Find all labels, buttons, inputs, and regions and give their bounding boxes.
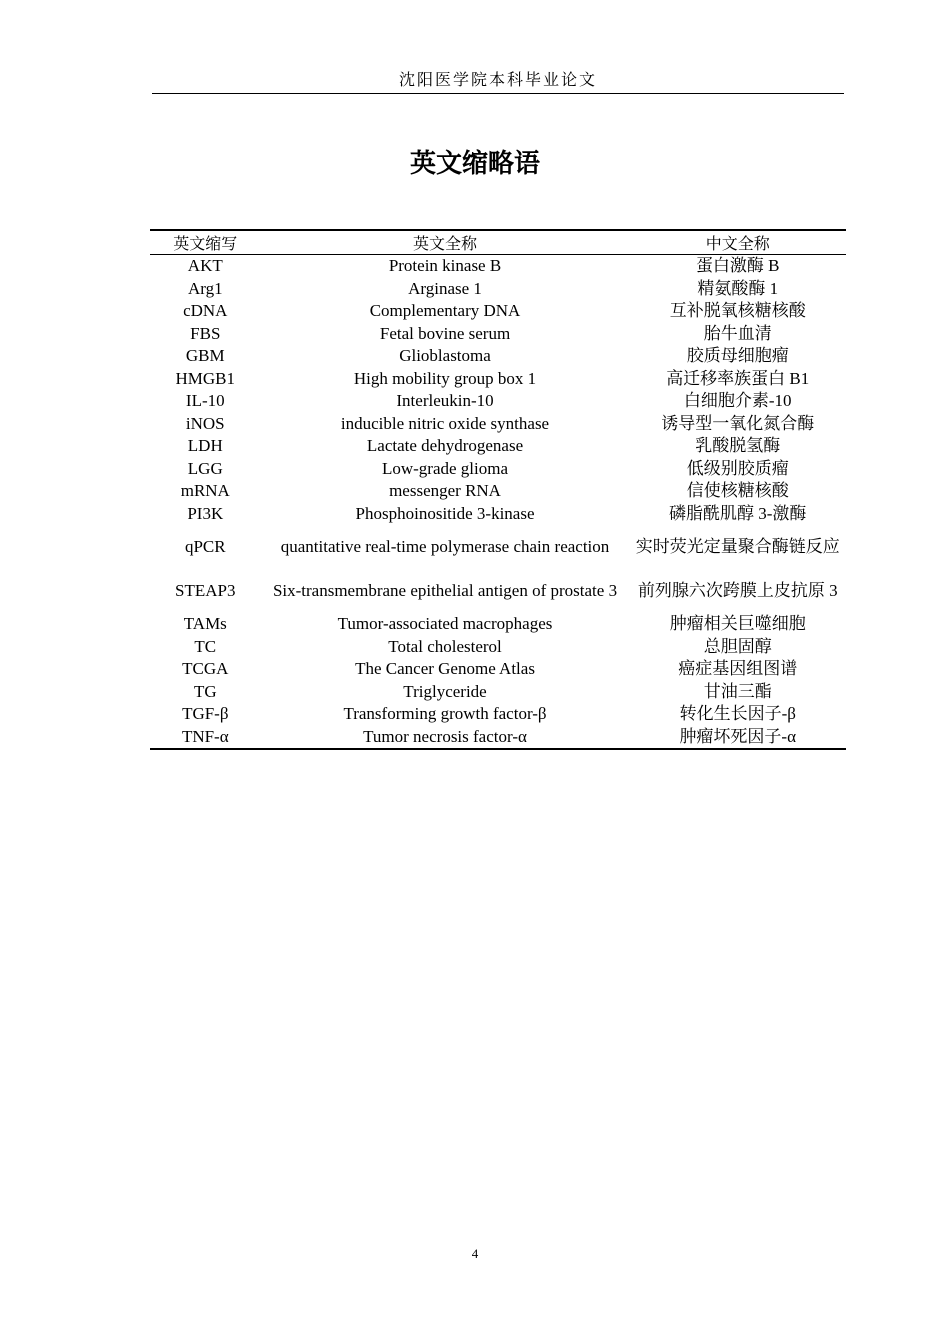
- chinese-name-cell: 高迁移率族蛋白 B1: [666, 368, 810, 388]
- english-name-cell: Triglyceride: [403, 681, 487, 701]
- table-row: [150, 278, 846, 301]
- chinese-name-cell: 低级别胶质瘤: [686, 458, 789, 478]
- table-header-row: [150, 230, 846, 255]
- abbreviation-cell: TC: [194, 636, 217, 656]
- english-name-cell: Interleukin-10: [396, 391, 494, 411]
- page-title: 英文缩略语: [409, 149, 540, 179]
- english-name-cell: Transforming growth factor-β: [343, 704, 547, 724]
- abbreviation-cell: TG: [193, 681, 217, 701]
- english-name-cell: Total cholesterol: [388, 636, 502, 656]
- english-name-cell: Tumor necrosis factor-α: [261, 726, 630, 750]
- abbreviation-cell: TAMs: [183, 614, 227, 634]
- chinese-name-cell: 前列腺六次跨膜上皮抗原 3: [637, 581, 838, 600]
- abbreviation-cell: PI3K: [187, 503, 224, 523]
- table-row: [150, 480, 846, 503]
- english-name-cell: Six-transmembrane epithelial antigen of prostate 3: [272, 581, 618, 600]
- english-name-cell: Tumor-associated macrophages: [337, 614, 553, 634]
- chinese-name-cell: 甘油三酯: [703, 681, 772, 701]
- abbreviation-cell: TGF-β: [182, 704, 229, 724]
- column-header-chinese-full-name: 中文全称: [629, 230, 846, 255]
- english-name-cell: The Cancer Genome Atlas: [355, 659, 535, 679]
- abbreviation-cell: qPCR: [184, 537, 226, 556]
- english-name-cell: quantitative real-time polymerase chain reaction: [280, 537, 610, 556]
- table-header: [150, 230, 846, 255]
- chinese-name-cell: 总胆固醇: [703, 636, 772, 656]
- english-name-cell: Phosphoinositide 3-kinase: [355, 503, 535, 523]
- column-header-abbreviation: 英文缩写: [150, 230, 261, 255]
- abbreviation-cell: iNOS: [185, 413, 225, 433]
- header-rule: [152, 93, 844, 94]
- chinese-name-cell: 癌症基因组图谱: [678, 659, 798, 679]
- english-name-cell: Lactate dehydrogenase: [366, 436, 524, 456]
- table-row: [150, 726, 846, 750]
- table-row: [150, 636, 846, 659]
- table-row: [150, 345, 846, 368]
- english-name-cell: High mobility group box 1: [353, 368, 537, 388]
- table-row: [150, 368, 846, 391]
- chinese-name-cell: 实时荧光定量聚合酶链反应: [635, 537, 840, 556]
- table-row: [150, 255, 846, 278]
- table-row: [150, 525, 846, 569]
- table-row: [150, 300, 846, 323]
- english-name-cell: Low-grade glioma: [381, 458, 509, 478]
- english-name-cell: inducible nitric oxide synthase: [340, 413, 550, 433]
- chinese-name-cell: 肿瘤坏死因子-α: [629, 726, 846, 750]
- chinese-name-cell: 转化生长因子-β: [679, 704, 796, 724]
- table-row: [150, 458, 846, 481]
- table-row: [150, 569, 846, 613]
- column-header-english-full-name: 英文全称: [261, 230, 630, 255]
- abbreviation-cell: mRNA: [180, 481, 230, 501]
- table-row: [150, 703, 846, 726]
- abbreviation-cell: LGG: [187, 458, 223, 478]
- chinese-name-cell: 肿瘤相关巨噬细胞: [669, 614, 806, 634]
- table-row: [150, 613, 846, 636]
- abbreviation-cell: Arg1: [187, 278, 223, 298]
- abbreviation-cell: TCGA: [182, 659, 229, 679]
- abbreviation-cell: cDNA: [183, 301, 228, 321]
- chinese-name-cell: 乳酸脱氢酶: [695, 436, 781, 456]
- abbreviation-cell: GBM: [185, 346, 225, 366]
- english-name-cell: Complementary DNA: [369, 301, 521, 321]
- english-name-cell: Fetal bovine serum: [379, 323, 511, 343]
- abbreviation-cell: LDH: [187, 436, 223, 456]
- chinese-name-cell: 互补脱氧核糖核酸: [669, 301, 806, 321]
- chinese-name-cell: 信使核糖核酸: [686, 481, 789, 501]
- chinese-name-cell: 磷脂酰肌醇 3-激酶: [669, 503, 807, 523]
- table-row: [150, 323, 846, 346]
- running-header: 沈阳医学院本科毕业论文: [398, 72, 597, 89]
- table-row: [150, 503, 846, 526]
- abbreviation-cell: TNF-α: [150, 726, 261, 750]
- chinese-name-cell: 精氨酸酶 1: [697, 278, 779, 298]
- english-name-cell: Protein kinase B: [388, 256, 502, 276]
- chinese-name-cell: 蛋白激酶 B: [695, 256, 780, 276]
- english-name-cell: messenger RNA: [389, 481, 501, 501]
- table-row: [150, 435, 846, 458]
- chinese-name-cell: 胶质母细胞瘤: [686, 346, 789, 366]
- abbreviation-cell: FBS: [190, 323, 221, 343]
- chinese-name-cell: 白细胞介素-10: [683, 391, 792, 411]
- table-row: [150, 413, 846, 436]
- chinese-name-cell: 诱导型一氧化氮合酶: [661, 413, 815, 433]
- abbreviation-cell: STEAP3: [175, 581, 236, 600]
- english-name-cell: Arginase 1: [408, 278, 482, 298]
- abbreviation-cell: HMGB1: [175, 368, 236, 388]
- chinese-name-cell: 胎牛血清: [703, 323, 772, 343]
- table-body: [150, 255, 846, 750]
- table-row: [150, 658, 846, 681]
- english-name-cell: Glioblastoma: [399, 346, 491, 366]
- abbreviation-table: [150, 229, 846, 750]
- abbreviation-cell: AKT: [187, 256, 223, 276]
- page-number: 4: [471, 1246, 479, 1261]
- abbreviation-cell: IL-10: [185, 391, 225, 411]
- table-row: [150, 390, 846, 413]
- table-row: [150, 681, 846, 704]
